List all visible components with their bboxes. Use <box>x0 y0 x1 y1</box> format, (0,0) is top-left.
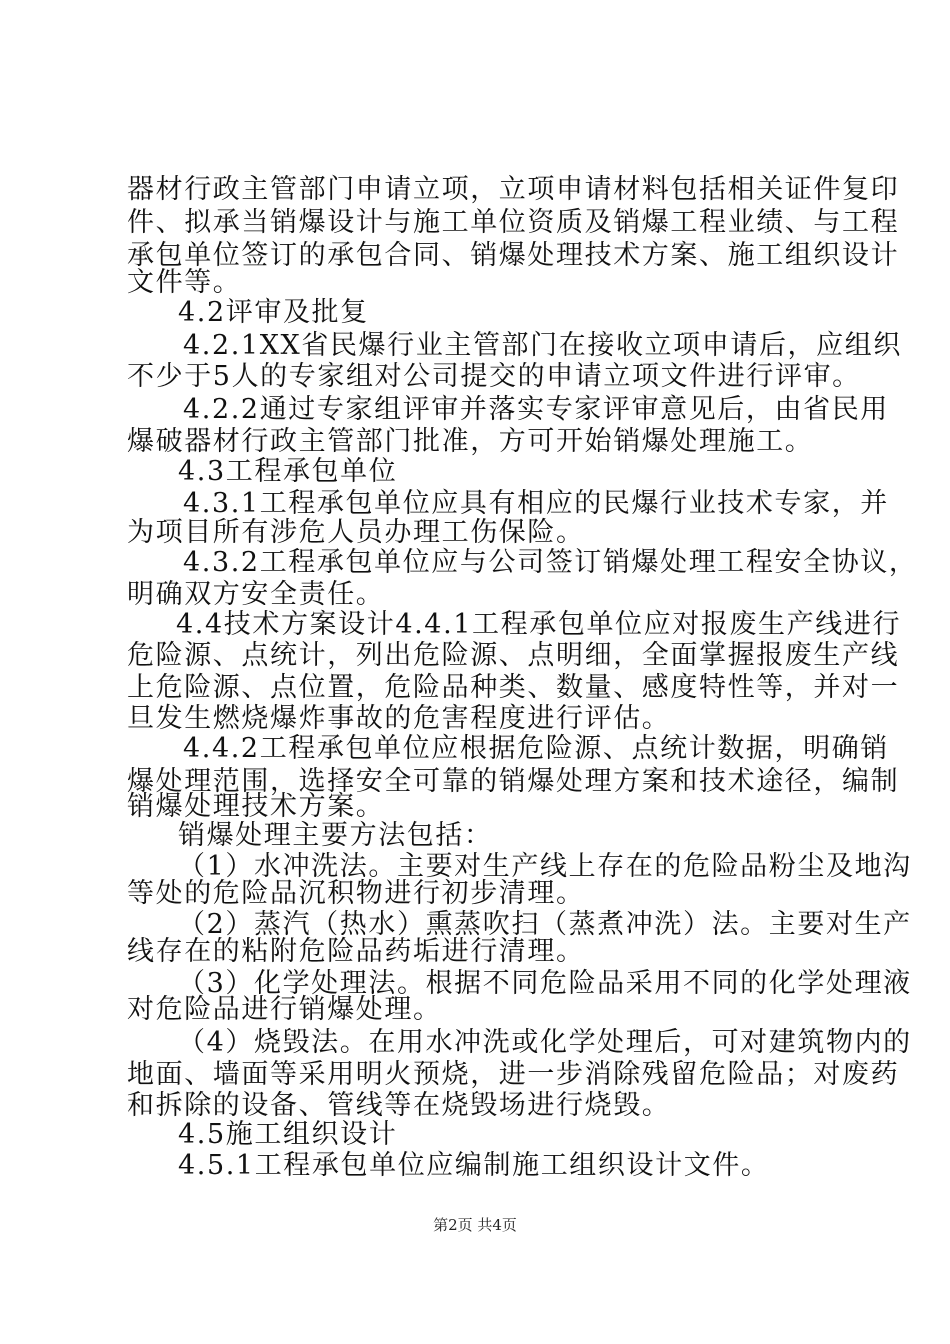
text-line: 危险源、点统计，列出危险源、点明细，全面掌握报废生产线 <box>127 640 900 671</box>
text-line: 为项目所有涉危人员办理工伤保险。 <box>127 517 585 548</box>
list-item: （4）烧毁法。在用水冲洗或化学处理后，可对建筑物内的 <box>178 1027 912 1058</box>
text-line: 4.5.1工程承包单位应编制施工组织设计文件。 <box>178 1150 770 1181</box>
section-heading: 4.2评审及批复 <box>178 297 369 328</box>
text-line: 明确双方安全责任。 <box>127 579 385 610</box>
text-line: 对危险品进行销爆处理。 <box>127 994 442 1025</box>
text-line: 不少于5人的专家组对公司提交的申请立项文件进行评审。 <box>127 361 861 392</box>
text-line: 4.2.2通过专家组评审并落实专家评审意见后，由省民用 <box>183 394 889 425</box>
text-line: 销爆处理主要方法包括： <box>178 820 493 851</box>
text-line: 4.2.1XX省民爆行业主管部门在接收立项申请后，应组织 <box>183 330 902 361</box>
list-item: （1）水冲洗法。主要对生产线上存在的危险品粉尘及地沟 <box>178 851 912 882</box>
text-line: 4.4技术方案设计4.4.1工程承包单位应对报废生产线进行 <box>176 609 902 640</box>
text-line: 文件等。 <box>127 267 242 298</box>
text-line: 4.3.2工程承包单位应与公司签订销爆处理工程安全协议， <box>183 547 918 578</box>
text-line: 爆处理范围，选择安全可靠的销爆处理方案和技术途径，编制 <box>127 766 900 797</box>
text-line: 线存在的粘附危险品药垢进行清理。 <box>127 936 585 967</box>
list-item: （2）蒸汽（热水）熏蒸吹扫（蒸煮冲洗）法。主要对生产 <box>178 909 912 940</box>
text-line: 等处的危险品沉积物进行初步清理。 <box>127 878 585 909</box>
page-number-footer: 第2页 共4页 <box>433 1216 517 1234</box>
list-item: （3）化学处理法。根据不同危险品采用不同的化学处理液 <box>178 968 912 999</box>
text-line: 爆破器材行政主管部门批准，方可开始销爆处理施工。 <box>127 426 814 457</box>
text-line: 承包单位签订的承包合同、销爆处理技术方案、施工组织设计 <box>127 240 900 271</box>
text-line: 4.4.2工程承包单位应根据危险源、点统计数据，明确销 <box>183 733 889 764</box>
text-line: 和拆除的设备、管线等在烧毁场进行烧毁。 <box>127 1090 671 1121</box>
section-heading: 4.3工程承包单位 <box>178 456 398 487</box>
text-line: 4.3.1工程承包单位应具有相应的民爆行业技术专家，并 <box>183 488 889 519</box>
text-line: 销爆处理技术方案。 <box>127 791 385 822</box>
text-line: 器材行政主管部门申请立项，立项申请材料包括相关证件复印 <box>127 174 900 205</box>
text-line: 旦发生燃烧爆炸事故的危害程度进行评估。 <box>127 703 671 734</box>
text-line: 上危险源、点位置，危险品种类、数量、感度特性等，并对一 <box>127 672 900 703</box>
text-line: 地面、墙面等采用明火预烧，进一步消除残留危险品；对废药 <box>127 1059 900 1090</box>
section-heading: 4.5施工组织设计 <box>178 1119 398 1150</box>
text-line: 件、拟承当销爆设计与施工单位资质及销爆工程业绩、与工程 <box>127 207 900 238</box>
